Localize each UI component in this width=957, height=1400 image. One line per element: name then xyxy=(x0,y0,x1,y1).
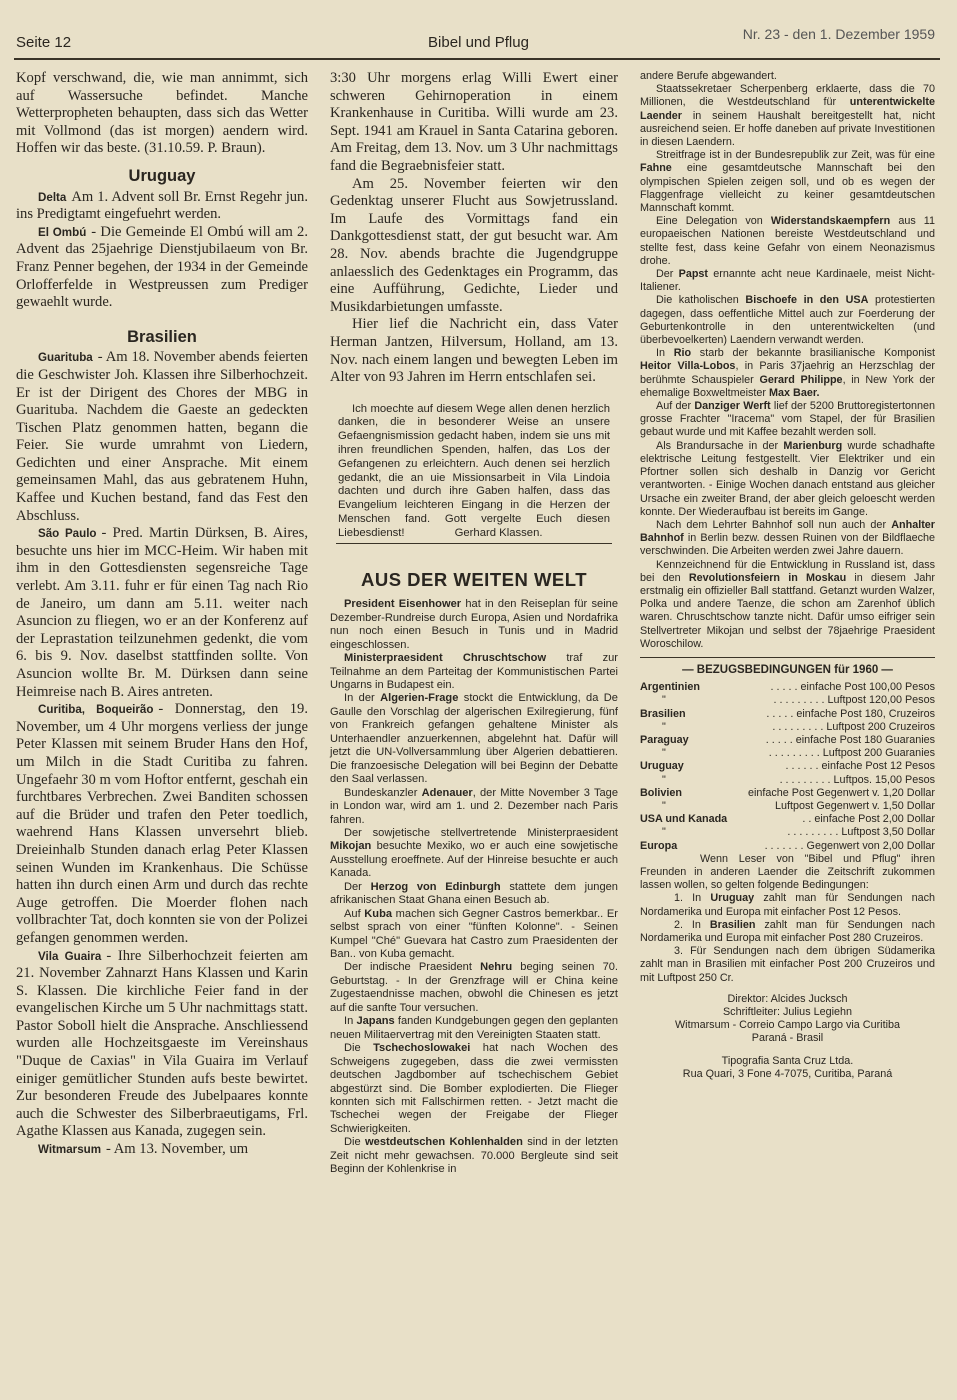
imprint-director: Direktor: Alcides Jucksch xyxy=(727,992,848,1005)
report-text: Am 1. Advent soll Br. Ernst Regehr jun. ins Predigtamt eingefuehrt werden. xyxy=(16,188,308,223)
report-text: - Am 18. November abends feierten die Geschwister Joh. Klassen ihre Silberhochzeit. Er ist der Dirigent des Chores der MBG in Guarituba. Nachdem die Gaeste an gedeckten Tischen Platz genommen hatten, begann die Feier. Sie wurde umrahmt von Liedern, Gedichten und einer Ansprache. Mit einem gemeinsamen Mahl, das aus gebratenem Huhn, Kaffee und Kuchen bestand, fand das Fest den Abschluss. xyxy=(16,349,308,524)
place-delta: Delta xyxy=(38,190,67,204)
report-text: - Pred. Martin Dürksen, B. Aires, besuchte uns hier im MCC-Heim. Wir haben mit ihm in den Gottesdiensten segensreiche Tage verlebt. Am 3.11. fuhr er für einen Tag nach Rio de Janeiro, um dann am 5.11. weiter nach Asuncion zu fliegen, wo er an der Konferenz auf der Leprastation teilzunehmen gedenkt, die vom 6. bis 9. Nov. daselbst stattfinden sollte. Von Asuncion wollte Br. M. Dürksen dann seine Heimreise nach B. Aires antreten. xyxy=(16,525,308,700)
imprint-printer: Tipografia Santa Cruz Ltda. xyxy=(721,1054,854,1067)
report-text: - Donnerstag, den 19. November, um 4 Uhr morgens verliess der junge Peter Klassen mit seinem Bruder Hans den Hof, um Milch in die Stadt Curitiba zu fahren. Ungefaehr 30 m vom Hoftor entfernt, geschah ein furchtbares Verbrechen. Zwei Banditen schossen auf die Brüder und trafen den Peter toedlich, waehrend Hans Klassen unversehrt blieb. Dreieinhalb Stunden danach erlag Peter Klassen seinen Wunden im Krankenhaus. Die Schüsse hatten ihn durch einen Arm und durch das rechte Auge getroffen. Die Moerder flohen nach vollbrachter Tat, doch konnten sie von der Polizei gefangen genommen werden. xyxy=(16,701,308,946)
news-item: Der sowjetische stellvertretende Ministerpraesident Mikojan besuchte Mexiko, wo er auch eine sowjetische Ausstellung eroeffnete. Auf der Hinreise besuchte er auch Kanada. xyxy=(330,826,618,880)
masthead: Bibel und Pflug xyxy=(428,34,529,51)
news-item: Auf der Danziger Werft lief der 5200 Bruttoregistertonnen grosse Frachter "Iracema" vom Stapel, der für Brasilien gebaut wurde und mit Kaffee bezahlt werden soll. xyxy=(640,400,936,439)
price-row: " Luftpost Gegenwert v. 1,50 Dollar xyxy=(662,799,935,812)
imprint-printer-address: Rua Quari, 3 Fone 4-7075, Curitiba, Paraná xyxy=(682,1067,893,1080)
place-sao-paulo: São Paulo xyxy=(38,527,97,541)
news-item: Der Papst ernannte acht neue Kardinaele, meist Nicht-Italiener. xyxy=(640,268,935,294)
report-jantzen: Hier lief die Nachricht ein, dass Vater Herman Jantzen, Hilversum, Holland, am 13. Nov. nach einem langen und bewegten Leben im Alter von 93 Jahren im Herrn entschlafen sei. xyxy=(330,316,618,386)
news-item: In der Algerien-Frage stockt die Entwicklung, da De Gaulle den Vorschlag der algerischen Exilregierung, fünf von Frankreich gefangen gehaltene Minister als Unterhaendler anzuerkennen, abgelehnt hat. Dafür will jetzt die UN-Vollversammlung über Algerien debattieren. Die franzoesische Delegation will bei Beginn der Debatte den Saal verlassen. xyxy=(330,692,618,786)
report-witmarsum xyxy=(16,1141,308,1159)
place-vila-guaira: Vila Guaira xyxy=(38,949,102,963)
price-row: Uruguay . . . . . . einfache Post 12 Pesos xyxy=(640,760,935,773)
section-aus-der-weiten-welt: AUS DER WEITEN WELT xyxy=(360,568,587,590)
condition-1: 1. In Uruguay zahlt man für Sendungen nach Nordamerika und Europa mit einfacher Post 12 Pesos. xyxy=(640,892,936,918)
imprint-address: Witmarsum - Correio Campo Largo via Curitiba xyxy=(674,1019,900,1032)
column-left xyxy=(16,70,308,1159)
header-rule xyxy=(14,58,940,60)
news-item: Der Herzog von Edinburgh stattete dem jungen afrikanischen Staat Ghana einen Besuch ab. xyxy=(330,880,618,907)
news-item: Die Tschechoslowakei hat nach Wochen des Schweigens zugegeben, dass die zwei vermissten deutschen Jagdbomber auf tschechischem Gebiet abgestürzt sind. Die Bomber explodierten. Die Flieger konnten sich mit Fallschirmen retten. - Jetzt macht die Tschechei wegen der Freigabe der Flieger Schwierigkeiten. xyxy=(330,1042,618,1135)
subscription-rule xyxy=(640,657,935,658)
report-vila-guaira xyxy=(16,948,308,1142)
news-item: Kennzeichnend für die Entwicklung in Russland ist, dass bei den Revolutionsfeiern in Moskau in diesem Jahr erstmalig ein offizieller Ball stattfand. Getanzt wurden Walzer, Polka und andere Taenze, die schon am Zarenhof üblich waren. Chruschtschow tanzte nicht. Dafür umso eifriger sein Stellvertreter Mikojan und selbst der 78jaehrige Praesident Woroschilow. xyxy=(640,558,936,650)
price-row: Bolivien einfache Post Gegenwert v. 1,20 Dollar xyxy=(640,786,935,799)
place-curitiba: Curitiba, Boqueirão xyxy=(38,703,154,717)
notice-signature: Gerhard Klassen. xyxy=(454,526,543,539)
report-delta xyxy=(16,189,308,224)
news-item: andere Berufe abgewandert. xyxy=(640,70,777,82)
intro-paragraph: Kopf verschwand, die, wie man annimmt, sich auf Wassersuche befindet. Manche Wetterpropheten behaupten, dass sich das Wetter mit Vollmond (das ist morgen) aendern wird. Hoffen wir das beste. (31.10.59. P. Braun). xyxy=(16,70,308,157)
news-item: Bundeskanzler Adenauer, der Mitte November 3 Tage in London war, wird am 1. und 2. Dezember nach Paris fahren. xyxy=(330,786,618,826)
price-row: " . . . . . . . . . Luftpost 120,00 Pesos xyxy=(662,694,935,707)
condition-3: 3. Für Sendungen nach dem übrigen Südamerika zahlt man in Brasilien mit einfacher Post 200 Cruzeiros und mit Luftpost 250 Cr. xyxy=(640,945,935,984)
section-uruguay: Uruguay xyxy=(128,166,196,185)
news-item: In Rio starb der bekannte brasilianische Komponist Heitor Villa-Lobos, in Paris 37jaehrig an Herzschlag der berühmte Schauspieler Gerard Philippe, in New York der ehemalige Boxweltmeister Max Baer. xyxy=(640,347,935,399)
price-row: Paraguay . . . . . einfache Post 180 Guaranies xyxy=(640,733,935,746)
column-middle xyxy=(330,70,618,1177)
report-sao-paulo xyxy=(16,525,308,701)
price-row: Brasilien . . . . . einfache Post 180, Cruzeiros xyxy=(640,707,935,720)
notice-text: Ich moechte auf diesem Wege allen denen herzlich danken, die in besonderer Weise an unsere Gefaengnismission gedacht haben, indem sie uns mit ihren freundlichen Spenden, halfen, das Los der Gefangenen zu erleichtern. Auch denen sei herzlich gedankt, die an uie Missionsarbeit in Vila Lindoia dachten und durch ihre Gaben halfen, dass das Evangelium leichteren Eingang in die Herzen der Menschen fand. Gott vergelte Euch diesen Liebesdienst! xyxy=(338,402,610,539)
news-item: Streitfrage ist in der Bundesrepublik zur Zeit, was für eine Fahne eine gesamtdeutsche Mannschaft bei den olympischen Spielen zeigen soll, und ob es wegen der Flaggenfrage vielleicht zu keiner gesamtdeutschen Mannschaft kommt. xyxy=(640,149,936,215)
price-row: " . . . . . . . . . Luftpost 200 Cruzeiros xyxy=(662,720,935,733)
news-item: Die katholischen Bischoefe in den USA protestierten dagegen, dass oeffentliche Mittel auch zur Foerderung der Geburtenkontrolle in den unterentwickelten (und überbevoelkerten) Laendern verwandt werden. xyxy=(640,294,935,347)
price-list xyxy=(640,681,935,853)
news-item: Die westdeutschen Kohlenhalden sind in der letzten Zeit nicht mehr gewachsen. 70.000 Bergleute sind seit Beginn der Kohlenkrise in xyxy=(330,1136,618,1176)
news-item: Eine Delegation von Widerstandskaempfern aus 11 europaeischen Nationen bereiste Westdeutschland und stellte fest, dass keine Gefahr von einem Neonazismus drohe. xyxy=(640,215,936,267)
report-witmarsum-cont: 3:30 Uhr morgens erlag Willi Ewert einer schweren Gehirnoperation in einem Krankenhause in Curitiba. Willi wurde am 23. Sept. 1941 am Krauel in Santa Catarina geboren. Am Freitag, dem 13. Nov. um 3 Uhr nachmittags fand die Begraebnisfeier statt. xyxy=(330,70,618,174)
report-guarituba xyxy=(16,349,308,525)
news-item: Nach dem Lehrter Bahnhof soll nun auch der Anhalter Bahnhof in Berlin bezw. dessen Ruinen von der Bildflaeche verschwinden. Die Arbeiten werden zwei Jahre dauern. xyxy=(640,518,936,558)
world-news xyxy=(330,598,618,1176)
subscription-text: Wenn Leser von "Bibel und Pflug" ihren Freunden in anderen Laender die Zeitschrift zukommen lassen wollen, so gelten folgende Bedingungen: xyxy=(640,852,935,892)
report-curitiba xyxy=(16,701,308,947)
place-el-ombu: El Ombú xyxy=(38,225,87,239)
news-item: Der indische Praesident Nehru beging seinen 70. Geburtstag. - In der Grenzfrage will er China keine Zugestaendnisse machen, obwohl die Chinesen es jetzt auf die sanfte Tour versuchen. xyxy=(330,961,618,1014)
page-number: Seite 12 xyxy=(16,34,72,51)
news-item: In Japans fanden Kundgebungen gegen den geplanten neuen Militaervertrag mit den Vereinigten Staaten statt. xyxy=(330,1015,618,1041)
news-item: Ministerpraesident Chruschtschow traf zur Teilnahme an dem Parteitag der Kommunistischen Partei Ungarns in Budapest ein. xyxy=(330,652,618,691)
price-row: USA und Kanada . . einfache Post 2,00 Dollar xyxy=(640,813,935,826)
news-item: Auf Kuba machen sich Gegner Castros bemerkbar.. Er selbst sprach von einer "fünften Kolonne". - Seinen Kumpel "Ché" Guevara hat Castro zum Praesidenten der Ban.. von Kuba gemacht. xyxy=(330,907,618,961)
news-item: Als Brandursache in der Marienburg wurde schadhafte elektrische Leitung festgestellt. Vier Elektriker und ein Pfortner sollen sich deshalb in Danzig vor Gericht verantworten. - Einige Wochen danach entstand aus gleicher Ursache ein zweiter Brand, der aber gleich geloescht werden konnte. Der Wiederaufbau ist bereits im Gange. xyxy=(640,439,936,518)
imprint xyxy=(640,993,935,1081)
imprint-country: Paraná - Brasil xyxy=(751,1032,824,1045)
price-row: " . . . . . . . . . Luftpost 200 Guaranies xyxy=(662,747,935,760)
price-row: Argentinien . . . . . einfache Post 100,00 Pesos xyxy=(640,681,935,694)
place-guarituba: Guarituba xyxy=(38,351,93,365)
section-brasilien: Brasilien xyxy=(127,327,197,346)
issue-date: Nr. 23 - den 1. Dezember 1959 xyxy=(742,26,935,42)
condition-2: 2. In Brasilien zahlt man für Sendungen nach Nordamerika und Europa mit einfacher Post 280 Cruzeiros. xyxy=(640,918,936,944)
report-gedenktag: Am 25. November feierten wir den Gedenktag unserer Flucht aus Sowjetrussland. Im Laufe des Vormittags fand ein Dankgottesdienst statt, der gut besucht war. Am 28. Nov. abends brachte die Jugendgruppe anlaesslich des Gedenktages ein Programm, das eine Aufführung, Gedichte, Lieder und Musikdarbietungen umfasste. xyxy=(330,175,618,315)
news-item: President Eisenhower hat in den Reiseplan für seine Dezember-Rundreise durch Europa, Asien und Nordafrika nun noch einen Besuch in Tunis und in Madrid eingeschlossen. xyxy=(330,598,619,651)
report-text: - Die Gemeinde El Ombú will am 2. Advent das 25jaehrige Dienstjubilaeum von Br. Franz Penner begehen, der 1934 in der Gemeinde Orlofferfelde in Westpreussen zum Prediger gewaehlt wurde. xyxy=(16,223,309,311)
price-row: " . . . . . . . . . Luftpos. 15,00 Pesos xyxy=(662,773,935,786)
report-el-ombu xyxy=(16,224,308,312)
report-text: - Am 13. November, um xyxy=(106,1141,249,1158)
place-witmarsum: Witmarsum xyxy=(38,1143,102,1157)
subscription-heading: — BEZUGSBEDINGUNGEN für 1960 — xyxy=(682,663,893,676)
price-row: " . . . . . . . . . Luftpost 3,50 Dollar xyxy=(662,826,935,839)
report-text: - Ihre Silberhochzeit feierten am 21. November Zahnarzt Hans Klassen und Karin S. Klassen. Die kirchliche Feier fand in der evangelischen Kirche um 5 Uhr nachmittags statt. Pastor Soboll hielt die Ansprache. Anschliessend wurden alle Hochzeitsgaeste im Vereinshaus "Duque de Caxias" in Vila Guaira im Verlauf einiger gemütlicher Stunden aufs beste bewirtet. Zur besonderen Freude des Jubelpaares konnte auch die Schwester des Silberbraeutigams, Frl. Agathe Klassen aus Kanada, zugegen sein. xyxy=(16,947,308,1140)
news-item: Staatssekretaer Scherpenberg erklaerte, dass die 70 Millionen, die Westdeutschland für unterentwickelte Laender in seinem Haushalt bereitgestellt hat, nicht ausreichend seien. Er hoffe daneben auf private Investitionen in diesen Laendern. xyxy=(640,83,935,149)
column-right xyxy=(640,70,935,1081)
price-row: Europa . . . . . . . Gegenwert von 2,00 Dollar xyxy=(640,839,935,852)
imprint-editor: Schriftleiter: Julius Legiehn xyxy=(722,1006,853,1019)
thank-you-notice xyxy=(336,403,612,544)
